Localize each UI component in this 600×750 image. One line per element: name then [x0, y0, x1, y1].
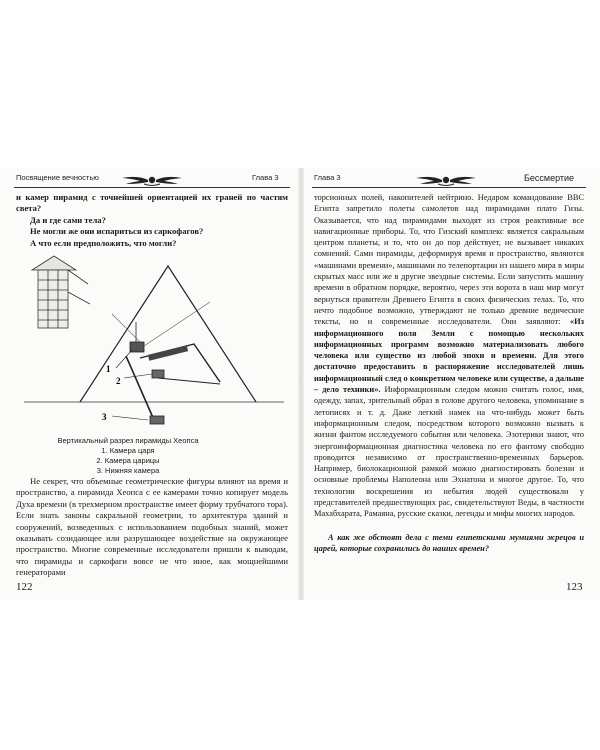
air-shaft-south — [144, 302, 210, 346]
question-2: Не могли же они испариться из саркофагов? — [30, 226, 204, 237]
right-chapter-label: Глава 3 — [314, 173, 341, 182]
queen-chamber — [152, 370, 164, 378]
pyramid-cross-section-figure — [20, 252, 288, 432]
right-bold-quote: «Из информационного поля Земли с помощью нескольких информационных программ возможно материализовать любого человека или существо из любой эпохи и времени. Для этого достаточно предоставить в распоряжение исследователей лишь информационный след о конкретном человеке или существе, а дальше – дело техники». — [314, 317, 584, 395]
right-header-rule — [312, 187, 586, 188]
book-gutter — [298, 168, 304, 600]
gallery-shading — [148, 345, 188, 360]
right-running-title: Бессмертие — [524, 173, 575, 183]
air-shaft-north — [112, 314, 144, 346]
figure-caption — [28, 436, 228, 476]
left-intro-text: и камер пирамид с точнейшей ориентацией их граней по частям света? — [16, 192, 288, 214]
right-body-block — [314, 192, 584, 554]
question-1: Да и где сами тела? — [30, 214, 106, 225]
figure-label-3: 3 — [102, 412, 107, 422]
caption-item-1: 1. Камера царя — [101, 446, 155, 455]
descending-passage — [126, 356, 154, 420]
winged-sun-ornament-icon — [412, 173, 480, 187]
caption-item-3: 3. Нижняя камера — [96, 466, 160, 475]
right-body-paragraph — [314, 192, 584, 520]
left-running-title: Посвящение вечностью — [16, 173, 99, 182]
question-3: А что если предположить, что могли? — [30, 237, 177, 248]
caption-title: Вертикальный разрез пирамиды Хеопса — [57, 436, 199, 445]
closing-question: А как же обстоят дела с теми египетскими мумиями жрецов и царей, которые сохранились до наших времен? — [314, 532, 584, 553]
winged-sun-ornament-icon — [118, 173, 186, 187]
left-chapter-label: Глава 3 — [252, 173, 279, 182]
caption-item-2: 2. Камера царицы — [96, 456, 160, 465]
left-page-number: 122 — [16, 581, 33, 593]
left-body-block — [16, 476, 288, 579]
left-body-paragraph: Не секрет, что объемные геометрические фигуры влияют на время и пространство, а пирамида Хеопса с ее камерами точно копирует модель Духа времени (в трехмерном пространстве имеет форму трубчатого тора). Если знать законы сакральной геометрии, то архитектура зданий и сооружений, возведенных с использованием подобных знаний, может оказывать созидающее или разрушающее воздействие на окружающее пространство. Многие современные исследователи пришли к выводам, что пирамиды и саркофаги вовсе не что иное, как мощнейшими генераторами — [16, 476, 288, 578]
right-body-text-1: торсионных полей, накопителей нейтрино. Недаром командование ВВС Египта запретило полеты самолетов над пирамидами плато Гизы. Оказывается, что над пирамидами выходят из строя реактивные все навигационные приборы. То, что Гизский комплекс является сакральным центром планеты, и то, что он до пор действует, не вызывает никаких сомнений. Сами пирамиды, деформируя время и пространство, являются «машинами времени», машинами по телепортации из нашего мира в миры скрытых масс или же в другие звездные системы. Если запустить машину времени в обратном порядке, вероятно, через эти ворота в наш мир могут вернуться правители Древнего Египта в своих физических телах. То, что нечто подобное возможно, утверждают не только древние ведические тексты, но и современные исследователи. Они заявляют: — [314, 193, 584, 327]
figure-label-1: 1 — [106, 364, 111, 374]
right-page-number: 123 — [566, 581, 583, 593]
right-body-text-2: Информационным следом можно считать голос, имя, одежду, запах, зрительный образ в голове другого человека, упоминание в летописях и т. д. Даже легкий намек на что-нибудь может быть информационным следом, посредством которого возможно вызвать к жизни фантом исследуемого события или человека. Эзотерики знают, что энергоинформационная диагностика человека по его фантому свободно проводится независимо от пространственно-временных барьеров. Например, биолокационной рамкой можно диагностировать болезни и основные проблемы Наполеона или Эхнатона и многое другое. То, что технологии воскрешения из небытия людей существовали у представителей предшествующих рас, свидетельствуют Веды, в частности Махабхарата, Рамаяна, русские сказки, легенды и мифы многих народов. — [314, 385, 585, 519]
lower-chamber — [150, 416, 164, 424]
left-intro-block — [16, 192, 288, 249]
pyramid-outline — [80, 266, 256, 402]
tower-model-drawing — [32, 256, 90, 328]
leader-line-2 — [124, 374, 152, 378]
leader-line-3 — [112, 416, 148, 420]
left-header-rule — [14, 187, 290, 188]
figure-label-2: 2 — [116, 376, 121, 386]
horizontal-passage — [158, 378, 220, 384]
